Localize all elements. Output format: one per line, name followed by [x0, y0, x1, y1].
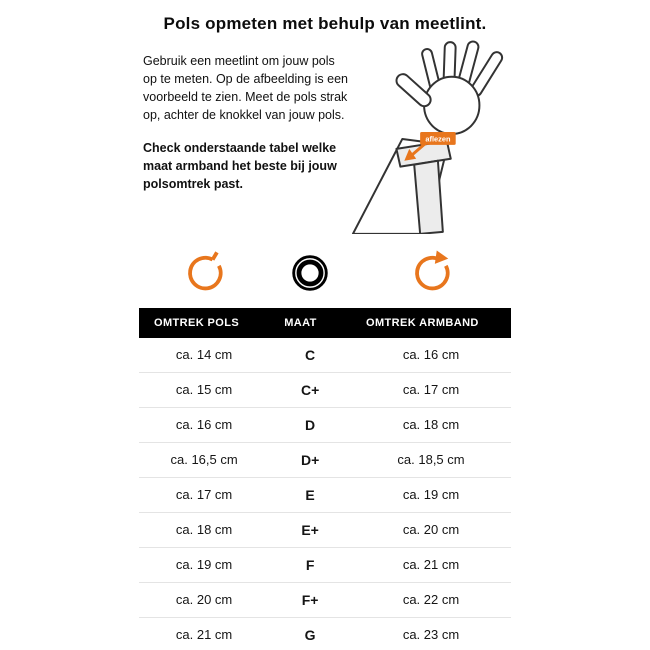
palm-shape [424, 77, 479, 134]
top-section [139, 46, 511, 242]
pols-cell: ca. 21 cm [139, 618, 269, 650]
armband-cell: ca. 17 cm [351, 373, 511, 408]
table-row [139, 618, 511, 650]
col-header-maat: MAAT [269, 308, 351, 338]
size-table-header [139, 308, 511, 338]
table-row [139, 583, 511, 618]
legend-icon-cell [139, 250, 269, 296]
table-row [139, 338, 511, 373]
maat-cell: E [269, 478, 351, 513]
maat-cell: C [269, 338, 351, 373]
maat-cell: G [269, 618, 351, 650]
page-title: Pols opmeten met behulp van meetlint. [163, 14, 487, 33]
col-header-omtrek-armband: OMTREK ARMBAND [351, 308, 511, 338]
armband-cell: ca. 19 cm [351, 478, 511, 513]
armband-cell: ca. 21 cm [351, 548, 511, 583]
maat-cell: D [269, 408, 351, 443]
maat-cell: D+ [269, 443, 351, 478]
table-row [139, 513, 511, 548]
size-table-body [139, 338, 511, 650]
table-row [139, 443, 511, 478]
tape-tail [414, 161, 443, 234]
content-column [139, 0, 511, 650]
table-row [139, 478, 511, 513]
instructions-text [139, 46, 351, 242]
pols-cell: ca. 16 cm [139, 408, 269, 443]
armband-cell: ca. 20 cm [351, 513, 511, 548]
armband-cell: ca. 16 cm [351, 338, 511, 373]
table-row [139, 548, 511, 583]
armband-cell: ca. 23 cm [351, 618, 511, 650]
legend-icon-cell [269, 250, 351, 296]
pols-cell: ca. 14 cm [139, 338, 269, 373]
maat-cell: E+ [269, 513, 351, 548]
pols-cell: ca. 18 cm [139, 513, 269, 548]
wrist-measurement-illustration [347, 40, 515, 234]
measuring-tape-loop-icon [181, 250, 227, 296]
armband-cell: ca. 18 cm [351, 408, 511, 443]
check-paragraph: Check onderstaande tabel welke maat armband het beste bij jouw polsomtrek past. [143, 140, 337, 191]
pols-cell: ca. 15 cm [139, 373, 269, 408]
bracelet-ring-icon [287, 250, 333, 296]
armband-cell: ca. 18,5 cm [351, 443, 511, 478]
pols-cell: ca. 17 cm [139, 478, 269, 513]
maat-cell: F+ [269, 583, 351, 618]
legend-icon-cell [351, 250, 511, 296]
intro-paragraph: Gebruik een meetlint om jouw pols op te meten. Op de afbeelding is een voorbeeld te zien. Meet de pols strak op, achter de knokkel van jouw pols. [143, 54, 349, 123]
col-header-omtrek-pols: OMTREK POLS [139, 308, 269, 338]
table-row [139, 373, 511, 408]
maat-cell: C+ [269, 373, 351, 408]
table-row [139, 408, 511, 443]
wrap-direction-arrow-icon [408, 250, 454, 296]
aflezen-label: aflezen [425, 134, 451, 144]
size-table [139, 308, 511, 650]
pols-cell: ca. 20 cm [139, 583, 269, 618]
pols-cell: ca. 19 cm [139, 548, 269, 583]
maat-cell: F [269, 548, 351, 583]
pols-cell: ca. 16,5 cm [139, 443, 269, 478]
legend-icons-row [139, 250, 511, 296]
illustration-container [351, 46, 511, 242]
armband-cell: ca. 22 cm [351, 583, 511, 618]
